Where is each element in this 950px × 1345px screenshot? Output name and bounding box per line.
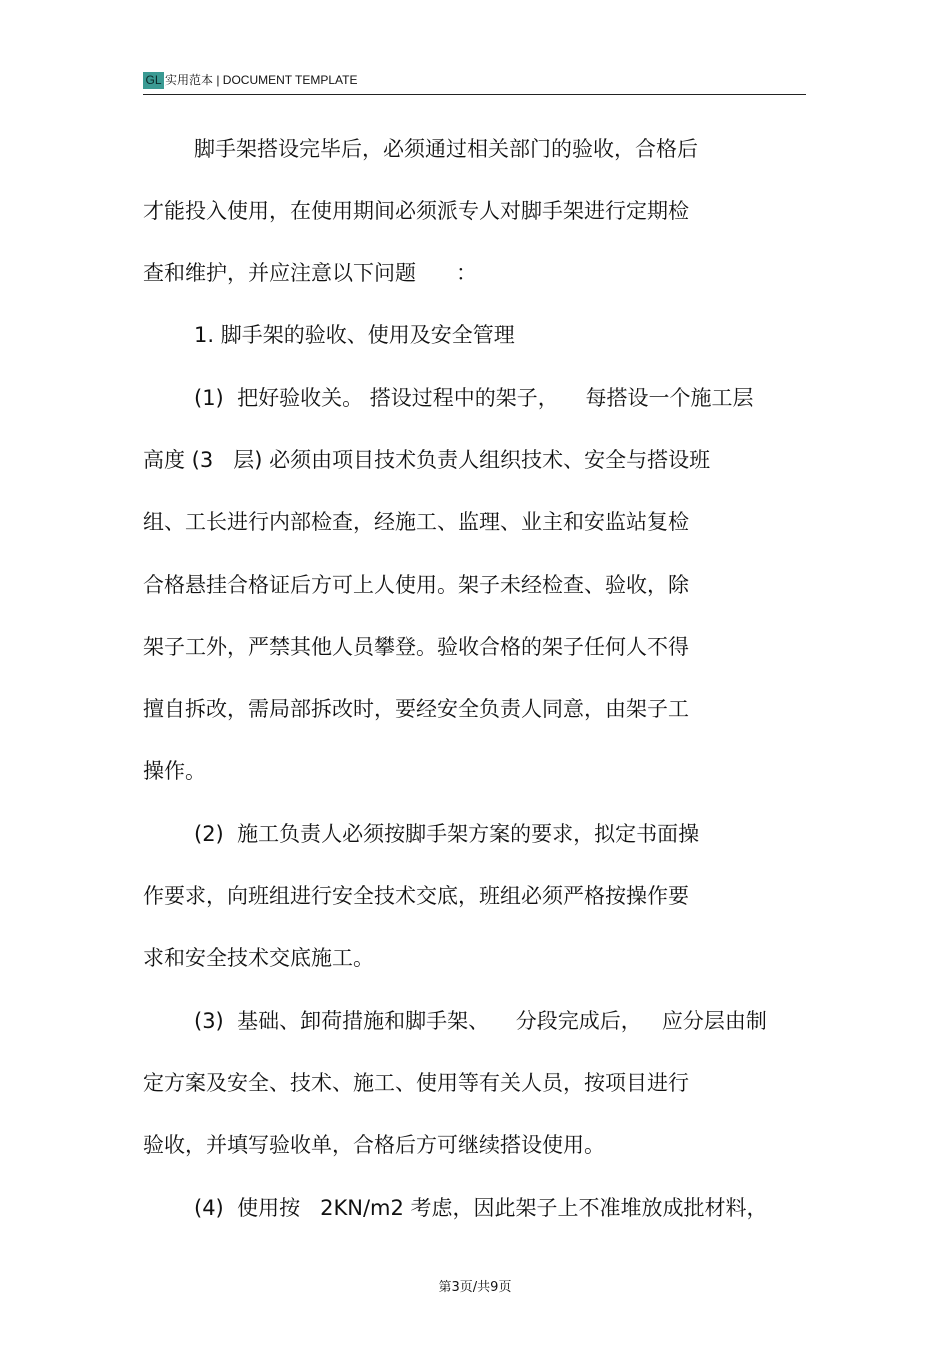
body-line: (2) 施工负责人必须按脚手架方案的要求，拟定书面操: [194, 822, 700, 846]
header-title: 实用范本 | DOCUMENT TEMPLATE: [165, 73, 358, 87]
body-line: 才能投入使用，在使用期间必须派专人对脚手架进行定期检: [143, 199, 689, 223]
body-line: 作要求，向班组进行安全技术交底，班组必须严格按操作要: [143, 884, 689, 908]
document-header: [143, 70, 806, 95]
body-line: (3) 基础、卸荷措施和脚手架、 分段完成后， 应分层由制: [194, 1009, 767, 1033]
body-line: 验收，并填写验收单，合格后方可继续搭设使用。: [143, 1133, 605, 1157]
body-line: 组、工长进行内部检查，经施工、监理、业主和安监站复检: [143, 510, 689, 534]
body-line: (4) 使用按 2KN/m2 考虑，因此架子上不准堆放成批材料，: [194, 1196, 768, 1220]
body-line: (1) 把好验收关。 搭设过程中的架子， 每搭设一个施工层: [194, 386, 754, 410]
body-line: 操作。: [143, 759, 206, 783]
body-line: 查和维护，并应注意以下问题 ：: [143, 261, 478, 285]
gl-logo: GL: [143, 72, 164, 89]
body-line: 定方案及安全、技术、施工、使用等有关人员，按项目进行: [143, 1071, 689, 1095]
body-line: 擅自拆改，需局部拆改时，要经安全负责人同意，由架子工: [143, 697, 689, 721]
body-line: 求和安全技术交底施工。: [143, 946, 374, 970]
body-line: 架子工外，严禁其他人员攀登。验收合格的架子任何人不得: [143, 635, 689, 659]
page-number: 第3页/共9页: [438, 1280, 512, 1295]
body-line: 合格悬挂合格证后方可上人使用。架子未经检查、验收，除: [143, 573, 689, 597]
body-line: 1. 脚手架的验收、使用及安全管理: [194, 323, 515, 347]
body-line: 脚手架搭设完毕后，必须通过相关部门的验收，合格后: [194, 137, 698, 161]
body-line: 高度 (3 层) 必须由项目技术负责人组织技术、安全与搭设班: [143, 448, 711, 472]
